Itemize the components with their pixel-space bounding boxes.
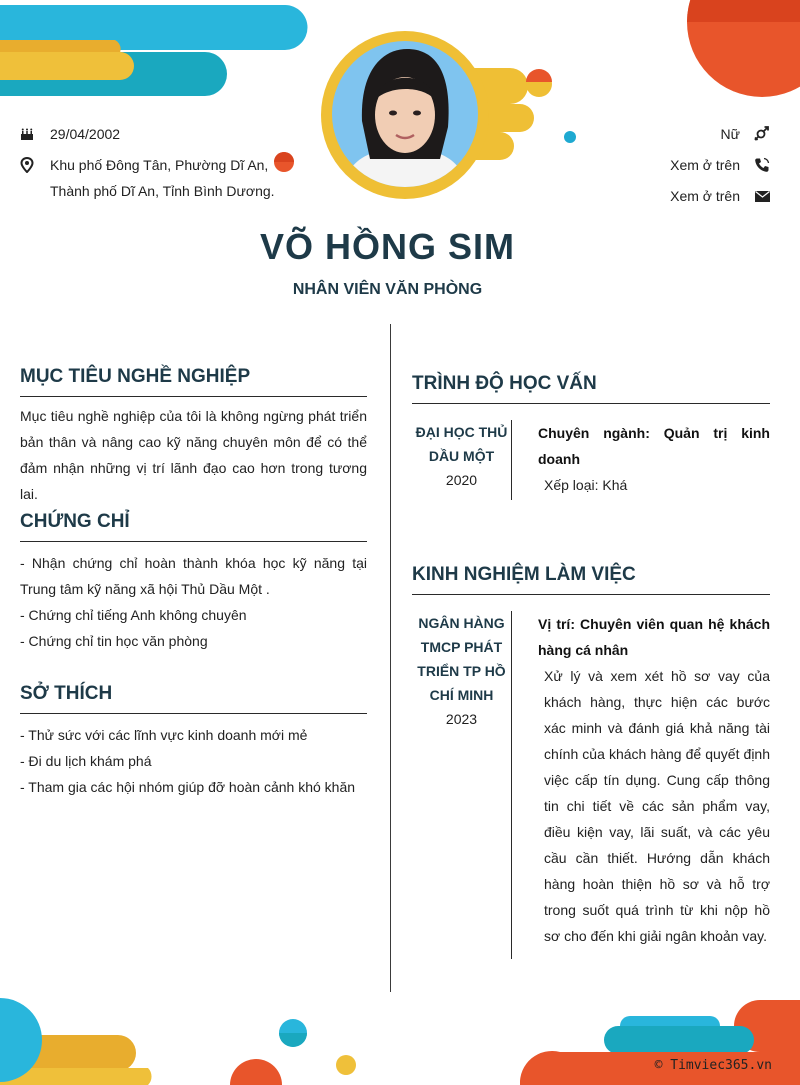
education-section xyxy=(412,373,770,500)
experience-entry xyxy=(412,611,770,959)
job-description: Xử lý và xem xét hồ sơ vay của khách hàng, thực hiện các bước xác minh và đánh giá khả năng tài chính của khách hàng để quyết định việc cấp tín dụng. Cung cấp thông tin chi tiết về các sản phẩm vay, điều kiện vay, lãi suất, và các yêu cầu cần thiết. Hướng dẫn khách hàng hoàn thiện hồ sơ và hỗ trợ trong suốt quá trình từ khi nộp hồ sơ cho đến khi giải ngân khoản vay. xyxy=(544,668,770,944)
birthdate-row xyxy=(20,124,275,147)
envelope-icon xyxy=(740,191,770,202)
hobbies-section xyxy=(20,683,367,800)
address xyxy=(50,152,275,204)
decor-bottom-left-shapes xyxy=(0,990,370,1085)
location-pin-icon xyxy=(20,155,50,175)
experience-title: KINH NGHIỆM LÀM VIỆC xyxy=(412,564,770,595)
phone[interactable]: Xem ở trên xyxy=(670,157,740,173)
experience-meta xyxy=(412,611,512,959)
education-meta xyxy=(412,420,512,500)
education-year: 2020 xyxy=(445,472,478,488)
certificate-item: - Chứng chỉ tin học văn phòng xyxy=(20,633,208,649)
email-row xyxy=(670,186,770,206)
gender-icon xyxy=(740,126,770,142)
school-name: ĐẠI HỌC THỦ DẦU MỘT xyxy=(415,424,508,464)
hobby-item: - Tham gia các hội nhóm giúp đỡ hoàn cảnh khó khăn xyxy=(20,779,356,795)
education-title: TRÌNH ĐỘ HỌC VẤN xyxy=(412,373,770,404)
hobby-item: - Đi du lịch khám phá xyxy=(20,753,152,769)
job-title: NHÂN VIÊN VĂN PHÒNG xyxy=(292,281,483,298)
experience-year: 2023 xyxy=(445,711,478,727)
decor-top-left-shapes xyxy=(0,0,310,100)
education-details xyxy=(512,420,770,500)
candidate-name: VÕ HỒNG SIM xyxy=(259,226,516,267)
experience-details xyxy=(512,611,770,959)
phone-row xyxy=(670,155,770,175)
company-name: NGÂN HÀNG TMCP PHÁT TRIỂN TP HỒ CHÍ MINH xyxy=(417,615,506,703)
hobby-item: - Thử sức với các lĩnh vực kinh doanh mới mẻ xyxy=(20,727,308,743)
birthdate: 29/04/2002 xyxy=(50,126,121,142)
contact-right xyxy=(670,124,770,217)
address-line-1: Khu phố Đông Tân, Phường Dĩ An, xyxy=(50,157,269,173)
education-entry xyxy=(412,420,770,500)
gender: Nữ xyxy=(720,126,740,142)
experience-section xyxy=(412,564,770,959)
phone-icon xyxy=(740,157,770,173)
decor-top-right-circle xyxy=(670,0,800,100)
position: Vị trí: Chuyên viên quan hệ khách hàng cá nhân xyxy=(538,616,770,658)
certificate-item: - Nhận chứng chỉ hoàn thành khóa học kỹ năng tại Trung tâm kỹ năng xã hội Thủ Dầu Một . xyxy=(20,555,367,597)
contact-left xyxy=(20,124,275,212)
email[interactable]: Xem ở trên xyxy=(670,188,740,204)
major: Chuyên ngành: Quản trị kinh doanh xyxy=(538,425,770,467)
cake-icon xyxy=(20,124,50,144)
certificates-title: CHỨNG CHỈ xyxy=(20,511,367,542)
hobbies-title: SỞ THÍCH xyxy=(20,683,367,714)
gender-row xyxy=(670,124,770,144)
address-row xyxy=(20,155,275,204)
avatar xyxy=(332,41,478,187)
objective-section xyxy=(20,366,367,507)
objective-title: MỤC TIÊU NGHỀ NGHIỆP xyxy=(20,366,367,397)
rank: Xếp loại: Khá xyxy=(544,477,628,493)
certificates-section xyxy=(20,511,367,654)
objective-text: Mục tiêu nghề nghiệp của tôi là không ngừng phát triển bản thân và nâng cao kỹ năng chuyên môn để có thể đảm nhận những vị trí lãnh đạo cao hơn trong tương lai. xyxy=(20,408,367,502)
copyright: © Timviec365.vn xyxy=(654,1058,772,1073)
certificate-item: - Chứng chỉ tiếng Anh không chuyên xyxy=(20,607,247,623)
column-divider xyxy=(390,324,391,992)
address-line-2: Thành phố Dĩ An, Tỉnh Bình Dương. xyxy=(50,183,275,199)
